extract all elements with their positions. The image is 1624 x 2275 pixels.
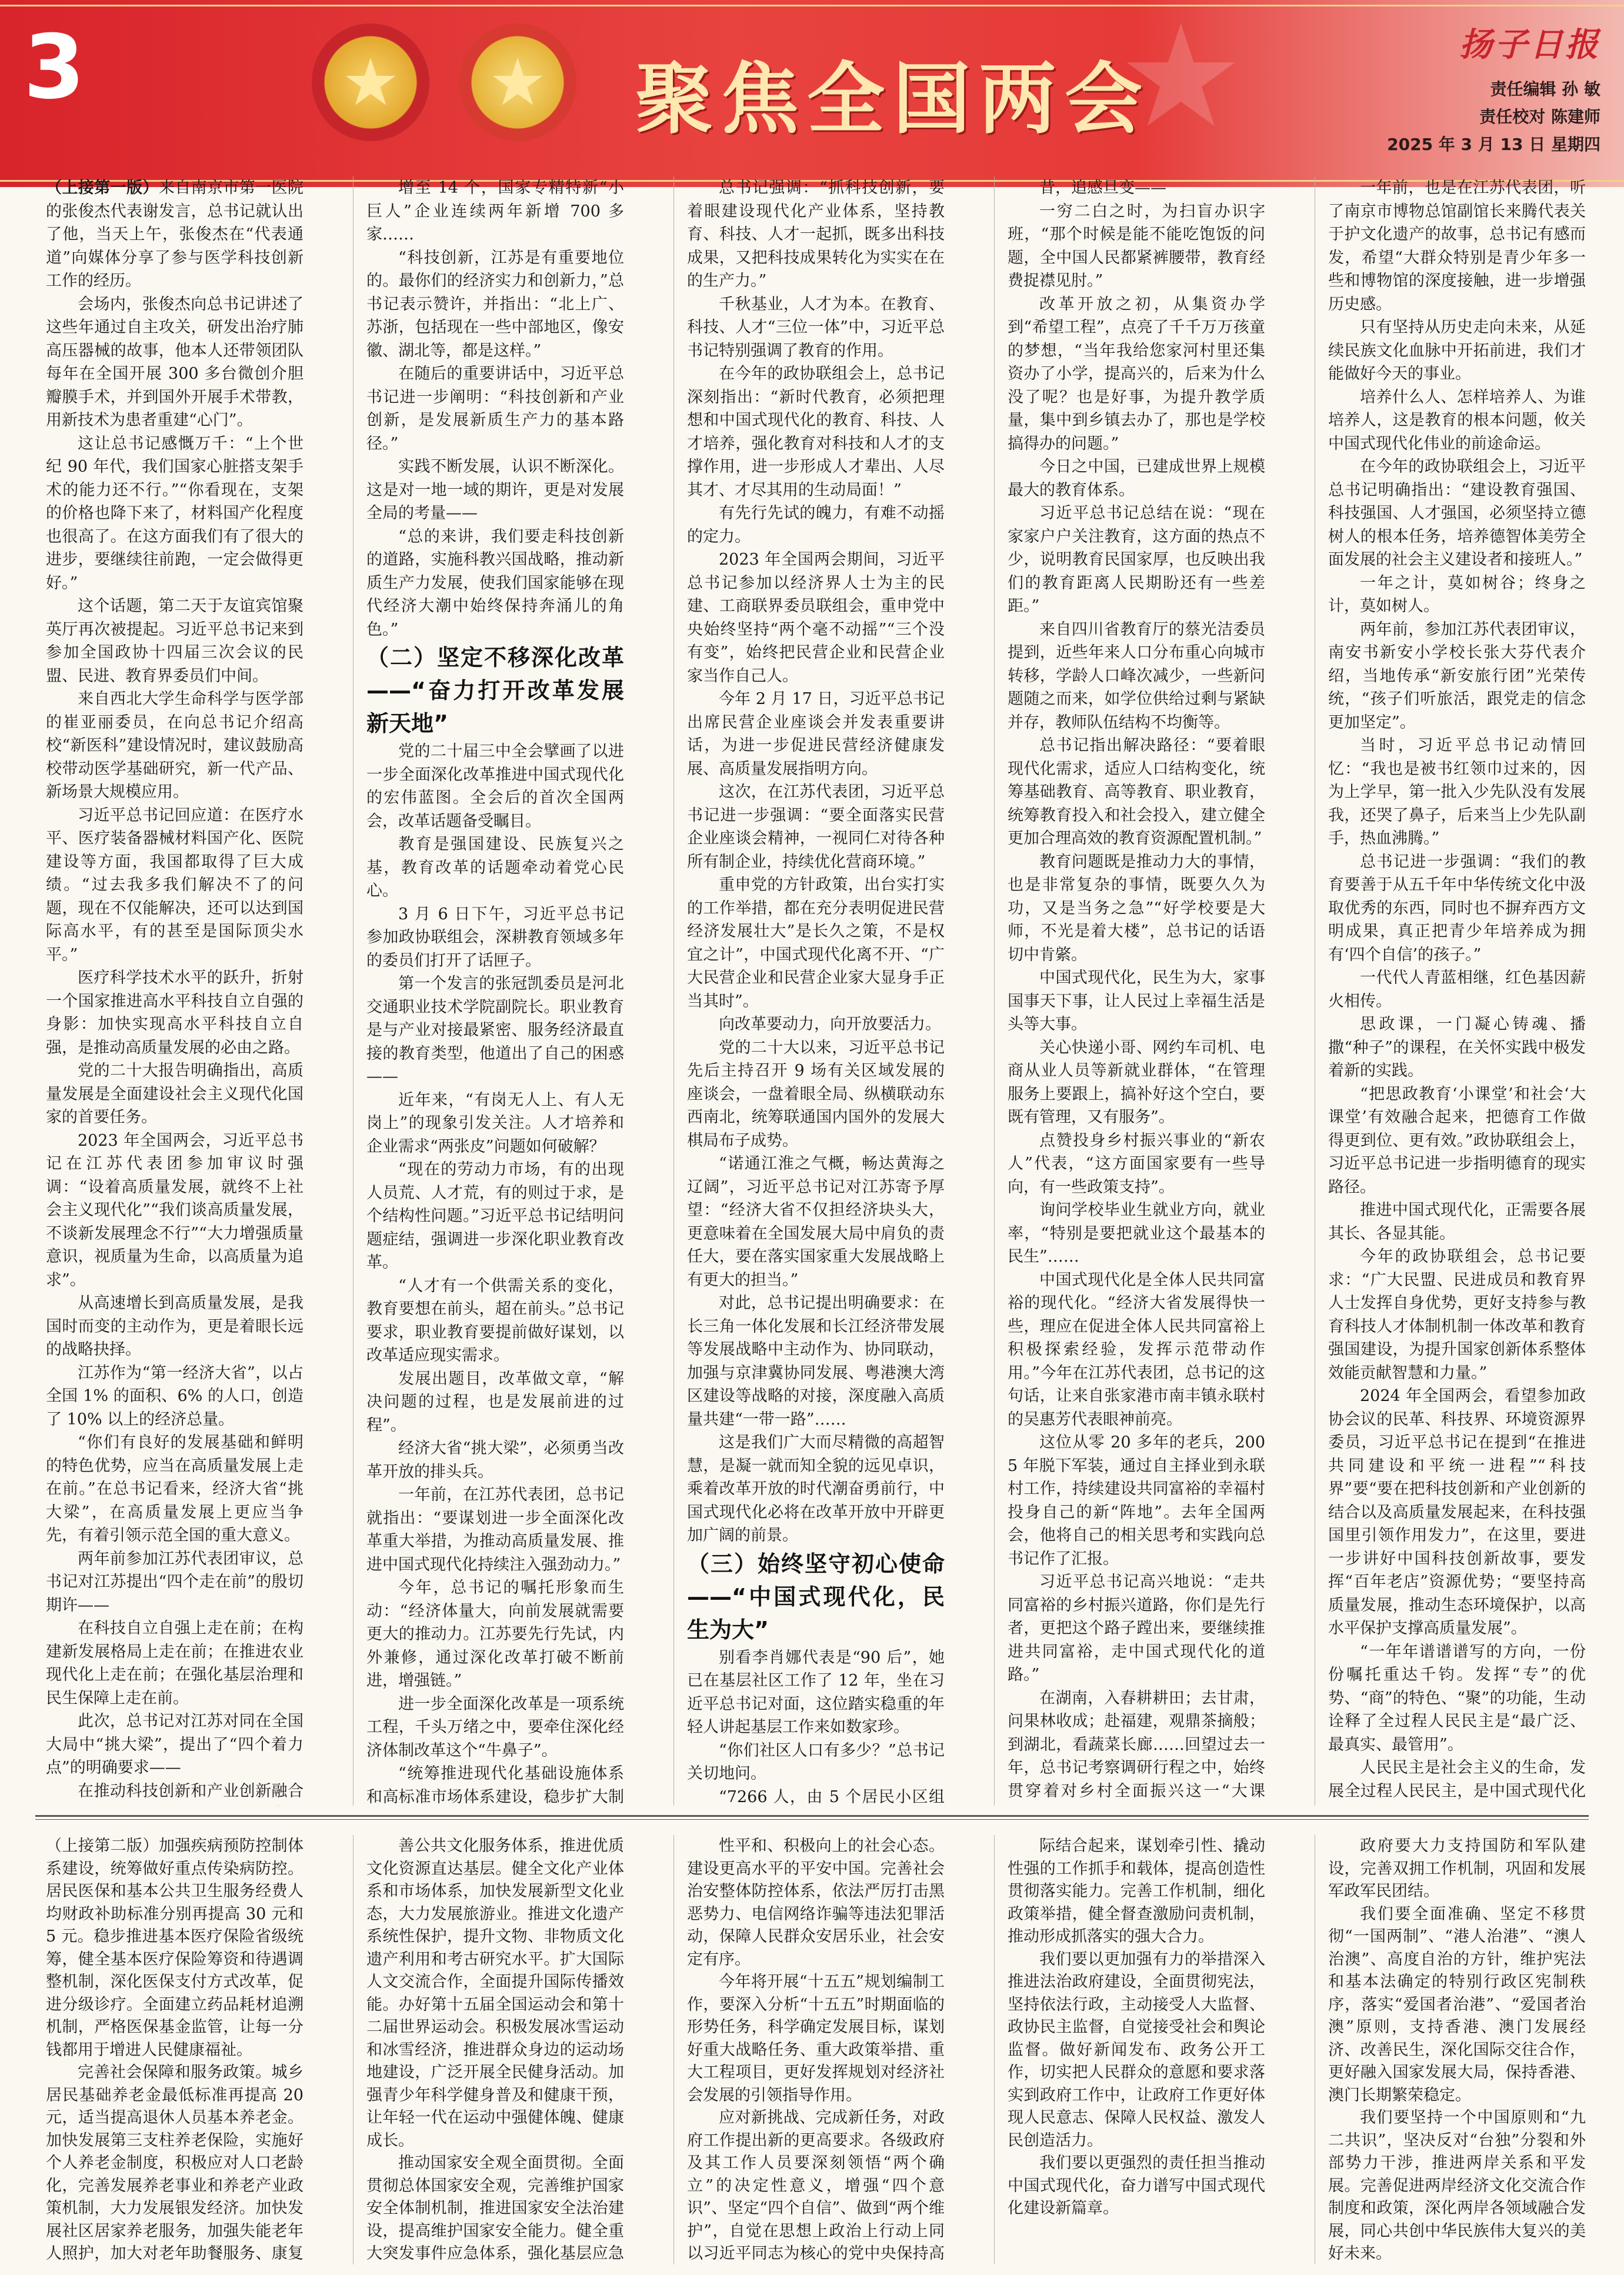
paragraph-text: 总书记强调：“抓科技创新，要着眼建设现代化产业体系，坚持教育、科技、人才一起抓，既多出科技成果，又把科技成果转化为实实在在的生产力。” (687, 179, 945, 290)
paragraph-text: 人民民主是社会主义的生命，发展全过程人民民主，是中国式现代化 (1328, 1759, 1586, 1800)
article-paragraph (1328, 455, 1586, 572)
article-paragraph (1328, 1013, 1586, 1083)
paragraph-text: 推动国家安全观全面贯彻。全面贯彻总体国家安全观，完善维护国家安全体制机制，推进国家安全法治建设，提高维护国家安全能力。健全重大突发事件应急体系，强化基层应急 (366, 2154, 624, 2263)
article-paragraph (1328, 850, 1586, 967)
paragraph-text: 在随后的重要讲话中，习近平总书记进一步阐明：“科技创新和产业创新，是发展新质生产力的基本路径。” (366, 365, 624, 453)
page-title: 聚焦全国两会 (635, 54, 1151, 145)
paragraph-text: 别看李肖娜代表是“90 后”，她已在基层社区工作了 12 年，坐在习近平总书记对面，这位踏实稳重的年轻人讲起基层工作来如数家珍。 (687, 1648, 945, 1736)
article-paragraph (1008, 1129, 1265, 1199)
article-paragraph (1328, 176, 1586, 316)
article-paragraph (366, 362, 624, 455)
article-paragraph (687, 873, 945, 1013)
article-paragraph (46, 595, 304, 688)
paragraph-text: 一穷二白之时，为扫盲办识字班，“那个时候是能不能吃饱饭的问题，全中国人民都紧裤腰带，教育经费捉襟见肘。” (1008, 202, 1265, 290)
paragraph-text: 总书记指出解决路径：“要着眼现代化需求，适应人口结构变化，统筹基础教育、高等教育、职业教育，统筹教育投入和社会投入，建立健全更加合理高效的教育资源配置机制。” (1008, 736, 1265, 848)
article-paragraph (46, 688, 304, 804)
article-paragraph (687, 1646, 945, 1739)
paragraph-text: 来自南京市第一医院的张俊杰代表谢发言，总书记就认出了他，当天上午，张俊杰在“代表通道”向媒体分享了参与医学科技创新工作的经历。 (46, 179, 304, 290)
article-paragraph (1328, 1756, 1586, 1806)
paragraph-text: 总书记进一步强调：“我们的教育要善于从五千年中华传统文化中汲取优秀的东西，同时也不摒弃西方文明成果，真正把青少年培养成为拥有‘四个自信’的孩子。” (1328, 852, 1586, 964)
article-paragraph (366, 1089, 624, 1159)
continued-column (1008, 1835, 1265, 2264)
continued-column (1328, 1835, 1586, 2264)
paragraph-text: 性平和、积极向上的社会心态。建设更高水平的平安中国。完善社会治安整体防控体系，依法严厉打击黑恶势力、电信网络诈骗等违法犯罪活动，保障人民群众安居乐业，社会安定有序。 (687, 1837, 945, 1969)
paragraph-text: “现在的劳动力市场，有的出现人员荒、人才荒，有的则过于求，是个结构性问题。”习近平总书记结明问题症结，强调进一步深化职业教育改革。 (366, 1160, 624, 1272)
article-column (46, 176, 304, 1806)
article-paragraph (1328, 2107, 1586, 2264)
paragraph-text: 一年前，在江苏代表团，总书记就指出：“要谋划进一步全面深化改革重大举措，为推动高质量发展、推进中国式现代化持续注入强劲动力。” (366, 1486, 624, 1574)
column-rule (994, 1835, 995, 2264)
continued-column (687, 1835, 945, 2264)
paragraph-text: 只有坚持从历史走向未来，从延续民族文化血脉中开拓前进，我们才能做好今天的事业。 (1328, 318, 1586, 383)
paragraph-text: 增至 14 个，国家专精特新“小巨人”企业连续两年新增 700 多家…… (366, 179, 624, 243)
article-column (366, 176, 624, 1806)
paragraph-text: 千秋基业，人才为本。在教育、科技、人才“三位一体”中，习近平总书记特别强调了教育的作用。 (687, 295, 945, 360)
paragraph-text: 一代代人青蓝相继，红色基因薪火相传。 (1328, 969, 1586, 1010)
paragraph-text: “人才有一个供需关系的变化，教育要想在前头，超在前头。”总书记要求，职业教育要提前做好谋划，以改革适应现实需求。 (366, 1276, 624, 1365)
article-paragraph (366, 246, 624, 363)
paragraph-text: 习近平总书记回应道：在医疗水平、医疗装备器械材料国产化、医院建设等方面，我国都取得了巨大成绩。“过去我多我们解决不了的问题，现在不仅能解决，还可以达到国际高水平，有的甚至是国际顶尖水平。” (46, 806, 304, 964)
article-paragraph (46, 1780, 304, 1806)
article-paragraph (46, 1835, 304, 2061)
paragraph-text: 向改革要动力，向开放要活力。 (719, 1015, 941, 1033)
paragraph-text: 今年，总书记的嘱托形象而生动：“经济体量大，向前发展就需要更大的推动力。江苏要先行先试，内外兼修，通过深化改革打破不断前进，增强链。” (366, 1579, 624, 1690)
paragraph-text: 我们要全面准确、坚定不移贯彻“一国两制”、“港人治港”、“澳人治澳”、高度自治的方针，维护宪法和基本法确定的特别行政区宪制秩序，落实“爱国者治港”、“爱国者治澳”原则，支持香港、澳门发展经济、改善民生，深化国际交往合作，更好融入国家发展大局，保持香港、澳门长期繁荣稳定。 (1328, 1904, 1586, 2104)
page-number: 3 (24, 16, 85, 119)
article-paragraph (46, 2061, 304, 2264)
paragraph-text: 昔，追感旦变—— (1039, 179, 1166, 197)
article-paragraph (366, 1275, 624, 1367)
page-header (0, 0, 1624, 187)
paragraph-text: 2023 年全国两会，习近平总书记在江苏代表团参加审议时强调：“设着高质量发展，就终不上社会主义现代化”“我们谈高质量发展，不谈新发展理念不行”“大力增强质量意识，视质量为生命，以高质量为追求”。 (46, 1131, 304, 1289)
paragraph-text: 江苏作为“第一经济大省”，以占全国 1% 的面积、6% 的人口，创造了 10% 以上的经济总量。 (46, 1363, 304, 1429)
paragraph-text: 改革开放之初，从集资办学到“希望工程”，点亮了千千万万孩童的梦想，“当年我给您家河村里还集资办了小学，提高兴的，后来为什么没了呢？也是好事，为提升教学质量，集中到乡镇去办了，那也是学校搞得办的问题。” (1008, 295, 1265, 453)
section-subheading: （二）坚定不移深化改革——“奋力打开改革发展新天地” (366, 645, 624, 736)
article-paragraph (687, 1013, 945, 1036)
paragraph-text: 两年前参加江苏代表团审议，总书记对江苏提出“四个走在前”的殷切期许—— (46, 1549, 304, 1614)
paragraph-text: 发展出题目，改革做文章，“解决问题的过程，也是发展前进的过程”。 (366, 1369, 624, 1435)
paragraph-text: 询问学校毕业生就业方向，就业率，“特别是要把就业这个最基本的民生”…… (1008, 1201, 1265, 1266)
article-paragraph (1008, 1949, 1265, 2153)
paragraph-text: 今年的政协联组会，总书记要求：“广大民盟、民进成员和教育界人士发挥自身优势，更好支持参与教育科技人才体制机制一体改革和教育强国建设，为提升国家创新体系整体效能贡献智慧和力量。” (1328, 1247, 1586, 1382)
article-paragraph (687, 1971, 945, 2107)
paragraph-text: 党的二十届三中全会擘画了以进一步全面深化改革推进中国式现代化的宏伟蓝图。全会后的首次全国两会，改革话题备受瞩目。 (366, 742, 624, 830)
paragraph-text: 来自西北大学生命科学与医学部的崔亚丽委员，在向总书记介绍高校“新医科”建设情况时，建议鼓励高校带动医学基础研究，新一代产品、新场景大规模应用。 (46, 690, 304, 801)
paragraph-text: 习近平总书记高兴地说：“走共同富裕的乡村振兴道路，你们是先行者，更把这个路子蹚出来，要继续推进共同富裕，走中国式现代化的道路。” (1008, 1573, 1265, 1684)
paragraph-text: 第一个发言的张冠凯委员是河北交通职业技术学院副院长。职业教育是与产业对接最紧密、服务经济最直接的教育类型，他道出了自己的困惑—— (366, 975, 624, 1086)
paragraph-text: “你们社区人口有多少？”总书记关切地问。 (687, 1741, 945, 1783)
article-paragraph (1008, 850, 1265, 967)
article-paragraph (46, 1547, 304, 1617)
header-stripe (0, 5, 1624, 6)
continued-column (366, 1835, 624, 2264)
article-paragraph (687, 362, 945, 502)
article-paragraph (366, 1158, 624, 1275)
article-paragraph (366, 1576, 624, 1693)
issue-date: 2025 年 3 月 13 日 星期四 (1387, 135, 1600, 154)
article-paragraph (687, 1786, 945, 1806)
paragraph-text: 来自四川省教育厅的蔡光洁委员提到，近些年来人口分布重心向城市转移，学龄人口峰次减少，一些新问题随之而来，如学位供给过剩与紧缺并存，教师队伍结构不均衡等。 (1008, 620, 1265, 732)
article-paragraph (366, 1483, 624, 1576)
article-paragraph (366, 903, 624, 973)
editor-name: 责任编辑 孙 敏 (1490, 79, 1600, 99)
article-paragraph (1328, 386, 1586, 456)
paragraph-text: 2023 年全国两会期间，习近平总书记参加以经济界人士为主的民建、工商联界委员联组会，重申党中央始终坚持“两个毫不动摇”“三个没有变”，始终把民营企业和民营企业家当作自己人。 (687, 551, 945, 685)
continued-column (46, 1835, 304, 2264)
paragraph-text: 2024 年全国两会，看望参加政协会议的民革、科技界、环境资源界委员，习近平总书记在提到“在推进共同建设和平统一进程”“科技界”要“要在把科技创新和产业创新的结合以及高质量发展起来，在科技强国里引领作用发力”，在这里，要进一步讲好中国科技创新故事，要发挥“百年老店”资源优势；“要坚持高质量发展，推动生态环境保护，以高水平保护支撑高质量发展”。 (1328, 1387, 1586, 1637)
paragraph-text: 在推动科技创新和产业创新融合 (78, 1782, 304, 1800)
article-paragraph (1008, 176, 1265, 200)
paragraph-text: 有先行先试的魄力，有难不动摇的定力。 (687, 504, 945, 546)
article-paragraph (46, 1129, 304, 1292)
article-paragraph (46, 293, 304, 432)
article-paragraph (1008, 1835, 1265, 1949)
paragraph-text: 在科技自立自强上走在前；在构建新发展格局上走在前；在推进农业现代化上走在前；在强化基层治理和民生保障上走在前。 (46, 1619, 304, 1707)
paragraph-text: 医疗科学技术水平的跃升，折射一个国家推进高水平科技自立自强的身影：加快实现高水平科技自立自强，是推动高质量发展的必由之路。 (46, 969, 304, 1057)
article-column (1008, 176, 1265, 1806)
paragraph-text: 在湖南，入春耕耕田；去甘肃，问果林收成；赴福建，观鼎茶摘般；到湖北，看蔬菜长廊……回望过去一年，总书记考察调研行程之中，始终贯穿着对乡村全面振兴这一“大课 (1008, 1689, 1265, 1800)
paragraph-text: 在今年的政协联组会上，总书记深刻指出：“新时代教育，必须把理想和中国式现代化的教育、科技、人才培养，强化教育对科技和人才的支撑作用，进一步形成人才辈出、人尽其才、才尽其用的生动局面！” (687, 365, 945, 499)
article-paragraph (687, 1152, 945, 1292)
article-paragraph (687, 1036, 945, 1153)
main-article (46, 176, 1587, 1806)
article-paragraph (1008, 1570, 1265, 1687)
article-paragraph (687, 502, 945, 548)
article-paragraph (1328, 618, 1586, 735)
paragraph-text: 党的二十大以来，习近平总书记先后主持召开 9 场有关区域发展的座谈会，一盘着眼全局、纵横联动东西南北，统筹联通国内国外的发展大棋局布子成势。 (687, 1038, 945, 1150)
paragraph-text: 一年前，也是在江苏代表团，听了南京市博物总馆副馆长来腾代表关于护文化遗产的故事，总书记有感而发，希望“大群众特别是青少年多一些和博物馆的深度接触，进一步增强历史感。 (1328, 179, 1586, 313)
paragraph-text: 一年之计，莫如树谷；终身之计，莫如树人。 (1328, 573, 1586, 615)
article-paragraph (1008, 2152, 1265, 2220)
article-paragraph (366, 1762, 624, 1806)
column-rule (353, 176, 354, 1806)
article-paragraph (366, 525, 624, 642)
article-paragraph (1328, 1199, 1586, 1245)
editor-info (1387, 75, 1600, 158)
article-paragraph (366, 740, 624, 833)
paragraph-text: 今日之中国，已建成世界上规模最大的教育体系。 (1008, 458, 1265, 499)
paragraph-text: 这位从零 20 多年的老兵，2005 年脱下军装，通过自主择业到永联村工作，持续建设共同富裕的幸福村投身自己的新“阵地”。去年全国两会，他将自己的相关思考和实践向总书记作了汇报。 (1008, 1433, 1265, 1568)
article-paragraph (366, 1367, 624, 1437)
paragraph-text: 这是我们广大而尽精微的高超智慧，是凝一就而知全貌的远见卓识，乘着改革开放的时代潮奋勇前行，中国式现代化必将在改革开放中开辟更加广阔的前景。 (687, 1433, 945, 1545)
article-paragraph (687, 780, 945, 873)
paragraph-text: 在今年的政协联组会上，习近平总书记明确指出：“建设教育强国、科技强国、人才强国，必须坚持立德树人的根本任务，培养德智体美劳全面发展的社会主义建设者和接班人。” (1328, 458, 1586, 569)
paragraph-text: 政府要大力支持国防和军队建设，完善双拥工作机制，巩固和发展军政军民团结。 (1328, 1837, 1586, 1900)
paragraph-text: “统筹推进现代化基础设施体系和高标准市场体系建设，稳步扩大制 (366, 1764, 624, 1806)
article-paragraph (1008, 966, 1265, 1036)
article-paragraph (366, 176, 624, 246)
paragraph-text: 从高速增长到高质量发展，是我国时而变的主动作为，更是着眼长远的战略抉择。 (46, 1294, 304, 1359)
continued-article (46, 1835, 1587, 2264)
paragraph-text: 对此，总书记提出明确要求：在长三角一体化发展和长江经济带发展等发展战略中主动作为、协同联动，加强与京津冀协同发展、粤港澳大湾区建设等战略的对接，深度融入高质量共建“一带一路”…… (687, 1294, 945, 1429)
cppcc-emblem-icon: ★ (459, 24, 576, 141)
article-paragraph (687, 548, 945, 688)
article-paragraph (1008, 618, 1265, 735)
continuation-marker: （上接第一版） (46, 179, 159, 197)
article-paragraph (1008, 200, 1265, 293)
article-paragraph (687, 1292, 945, 1431)
paragraph-text: 今年将开展“十五五”规划编制工作，要深入分析“十五五”时期面临的形势任务，科学确定发展目标，谋划好重大战略任务、重大政策举措、重大工程项目，更好发挥规划对经济社会发展的引领指导作用。 (687, 1973, 945, 2104)
paragraph-text: 会场内，张俊杰向总书记讲述了这些年通过自主攻关，研发出治疗肺高压器械的故事，他本人还带领团队每年在全国开展 300 多台微创介胆瓣膜手术，并到国外开展手术带教，用新技术为患者重建“心门”。 (46, 295, 304, 429)
article-paragraph (1328, 1640, 1586, 1757)
paragraph-text: “7266 人，由 5 个居民小区组 (719, 1787, 945, 1806)
paragraph-text: 教育是强国建设、民族复兴之基，教育改革的话题牵动着党心民心。 (366, 835, 624, 900)
paragraph-text: 中国式现代化是全体人民共同富裕的现代化。“经济大省发展得快一些，理应在促进全体人民共同富裕上积极探索经验，发挥示范带动作用。”今年在江苏代表团，总书记的这句话，让来自张家港市南丰镇永联村的吴惠芳代表眼神前亮。 (1008, 1270, 1265, 1429)
article-paragraph (1008, 1269, 1265, 1432)
paragraph-text: “把思政教育‘小课堂’和社会‘大课堂’有效融合起来，把德育工作做得更到位、更有效。”政协联组会上，习近平总书记进一步指明德育的现实路径。 (1328, 1085, 1586, 1196)
article-paragraph (1328, 572, 1586, 618)
paragraph-text: “诺通江淮之气概，畅达黄海之辽阔”，习近平总书记对江苏寄予厚望：“经济大省不仅担经济块头大，更意味着在全国发展大局中肩负的责任大，要在落实国家重大发展战略上有更大的担当。” (687, 1155, 945, 1289)
paragraph-text: 今年 2 月 17 日，习近平总书记出席民营企业座谈会并发表重要讲话，为进一步促进民营经济健康发展、高质量发展指明方向。 (687, 690, 945, 778)
article-paragraph (46, 1431, 304, 1547)
article-paragraph (1008, 1199, 1265, 1269)
article-paragraph (1328, 1245, 1586, 1385)
paragraph-text: 两年前，参加江苏代表团审议，南安书新安小学校长张大芬代表介绍，当地传承“新安旅行团”光荣传统，“孩子们听旅活，跟党走的信念更加坚定”。 (1328, 620, 1586, 732)
article-paragraph (366, 972, 624, 1089)
article-paragraph (1328, 966, 1586, 1013)
article-paragraph (46, 432, 304, 595)
national-emblem-icon: ★ (312, 24, 429, 141)
paragraph-text: 我们要以更强烈的责任担当推动中国式现代化，奋力谱写中国式现代化建设新篇章。 (1008, 2154, 1265, 2217)
paragraph-text: 中国式现代化，民生为大，家事国事天下事，让人民过上幸福生活是头等大事。 (1008, 969, 1265, 1033)
paragraph-text: 习近平总书记总结在说：“现在家家户户关注教育，这方面的热点不少，说明教育民国家厚，也反映出我们的教育距离人民期盼还有一些差距。” (1008, 504, 1265, 615)
article-paragraph (687, 176, 945, 293)
paragraph-text: 教育问题既是推动力大的事情，也是非常复杂的事情，既要久久为功，又是当务之急”“好学校要是大师，不光是着大楼”，总书记的话语切中肯綮。 (1008, 852, 1265, 964)
paragraph-text: “一年年谱谱谱写的方向，一份份嘱托重达千钧。发挥“专”的优势、“商”的特色、“聚”的功能，生动诠释了全过程人民民主是“最广泛、最真实、最管用”。 (1328, 1642, 1586, 1754)
article-paragraph (46, 1362, 304, 1432)
article-paragraph (1008, 293, 1265, 456)
section-divider (35, 1819, 1589, 1820)
article-paragraph (46, 1059, 304, 1129)
article-paragraph (1328, 734, 1586, 850)
paragraph-text: 应对新挑战、完成新任务，对政府工作提出新的更高要求。各级政府及其工作人员要深刻领悟“两个确立”的决定性意义，增强“四个意识”、坚定“四个自信”、做到“两个维护”，自觉在思想上政治上行动上同以习近平同志为核心的党中央保持高 (687, 2109, 945, 2263)
article-paragraph (687, 2107, 945, 2264)
paragraph-text: 此次，总书记对江苏对同在全国大局中“挑大梁”，提出了“四个着力点”的明确要求—— (46, 1712, 304, 1777)
article-paragraph (1008, 455, 1265, 502)
article-paragraph (46, 966, 304, 1059)
paragraph-text: 当时，习近平总书记动情回忆：“我也是被书红领巾过来的，因为上学早，第一批入少先队没有发展我，还哭了鼻子，后来当上少先队副手，热血沸腾。” (1328, 736, 1586, 848)
article-paragraph (687, 1431, 945, 1547)
article-paragraph (46, 176, 304, 293)
paragraph-text: 3 月 6 日下午，习近平总书记参加政协联组会，深耕教育领域多年的委员们打开了话匣子。 (366, 905, 624, 970)
article-paragraph (366, 1693, 624, 1763)
paragraph-text: 党的二十大报告明确指出，高质量发展是全面建设社会主义现代化国家的首要任务。 (46, 1062, 304, 1126)
article-paragraph (687, 293, 945, 363)
paragraph-text: 善公共文化服务体系，推进优质文化资源直达基层。健全文化产业体系和市场体系，加快发展新型文化业态，大力发展旅游业。推进文化遗产系统性保护，提升文物、非物质文化遗产利用和考古研究水平。扩大国际人文交流合作，全面提升国际传播效能。办好第十五届全国运动会和第十二届世界运动会。积极发展冰雪运动和冰雪经济，推进群众身边的运动场地建设，广泛开展全民健身活动。加强青少年科学健身普及和健康干预，让年轻一代在运动中强健体魄、健康成长。 (366, 1837, 624, 2150)
newspaper-logo: 扬子日报 (1459, 25, 1600, 64)
paragraph-text: 近年来，“有岗无人上、有人无岗上”的现象引发关注。人才培养和企业需求“两张皮”问题如何破解？ (366, 1090, 624, 1156)
paragraph-text: 经济大省“挑大梁”，必须勇当改革开放的排头兵。 (366, 1439, 624, 1481)
article-paragraph (687, 1835, 945, 1971)
paragraph-text: 加强疾病预防控制体系建设，统筹做好重点传染病防控。居民医保和基本公共卫生服务经费人均财政补助标准分别再提高 30 元和 5 元。稳步推进基本医疗保险省级统筹，健全基本医疗保险筹资和待遇调整机制，深化医保支付方式改革，促进分级诊疗。全面建立药品耗材追溯机制，严格医保基金监管，让每一分钱都用于增进人民健康福祉。 (46, 1837, 304, 2059)
star-decoration-icon: ★ (1118, 0, 1245, 159)
article-paragraph (46, 1292, 304, 1362)
article-paragraph (687, 1739, 945, 1786)
paragraph-text: 思政课，一门凝心铸魂、播撒“种子”的课程，在关怀实践中极发着新的实践。 (1328, 1015, 1586, 1080)
article-paragraph (1328, 1385, 1586, 1640)
article-paragraph (1008, 734, 1265, 850)
article-paragraph (366, 455, 624, 525)
paragraph-text: 这让总书记感慨万千：“上个世纪 90 年代，我们国家心脏搭支架手术的能力还不行。”“你看现在，支架的价格也降下来了，材料国产化程度也很高了。在这方面我们有了很大的进步，要继续往前跑，一定会做得更好。” (46, 434, 304, 592)
article-paragraph (366, 1437, 624, 1483)
column-rule (673, 176, 674, 1806)
article-paragraph (1328, 1903, 1586, 2107)
article-paragraph (366, 2152, 624, 2264)
paragraph-text: 培养什么人、怎样培养人、为谁培养人，这是教育的根本问题，攸关中国式现代化伟业的前途命运。 (1328, 388, 1586, 453)
paragraph-text: “总的来讲，我们要走科技创新的道路，实施科教兴国战略，推动新质生产力发展，使我们国家能够在现代经济大潮中始终保持奔涌儿的角色。” (366, 527, 624, 639)
paragraph-text: 重申党的方针政策，出台实打实的工作举措，都在充分表明促进民营经济发展壮大”是长久之策，不是权宜之计”，中国式现代化离不开、“广大民营企业和民营企业家大显身手正当其时”。 (687, 876, 945, 1010)
paragraph-text: “科技创新，江苏是有重要地位的。最你们的经济实力和创新力，”总书记表示赞许，并指出：“北上广、苏浙，包括现在一些中部地区，像安徽、湖北等，都是这样。” (366, 248, 624, 360)
paragraph-text: 点赞投身乡村振兴事业的“新农人”代表，“这方面国家要有一些导向，有一些政策支持”。 (1008, 1131, 1265, 1196)
article-paragraph (46, 804, 304, 967)
article-paragraph (1008, 1687, 1265, 1806)
column-rule (994, 176, 995, 1806)
article-column (1328, 176, 1586, 1806)
proofreader-name: 责任校对 陈建师 (1479, 107, 1600, 126)
article-paragraph (46, 1710, 304, 1780)
paragraph-text: 完善社会保障和服务政策。城乡居民基础养老金最低标准再提高 20 元，适当提高退休人员基本养老金。加快发展第三支柱养老保险，实施好个人养老金制度，积极应对人口老龄化，完善发展养老事业和养老产业政策机制，大力发展银发经济。加快发展社区居家养老服务，加强失能老年人照护，加大对老年助餐服务、康复 (46, 2063, 304, 2263)
column-rule (673, 1835, 674, 2264)
article-paragraph (1008, 502, 1265, 618)
article-paragraph (46, 1617, 304, 1710)
paragraph-text: 关心快递小哥、网约车司机、电商从业人员等新就业群体，“在管理服务上要跟上，搞补好这个空白，要既有管理，又有服务”。 (1008, 1038, 1265, 1126)
paragraph-text: “你们有良好的发展基础和鲜明的特色优势，应当在高质量发展上走在前。”在总书记看来，经济大省“挑大梁”，在高质量发展上更应当争先，有着引领示范全国的重大意义。 (46, 1433, 304, 1545)
paragraph-text: 实践不断发展，认识不断深化。这是对一地一域的期许，更是对发展全局的考量—— (366, 458, 624, 522)
article-column (687, 176, 945, 1806)
article-paragraph (1328, 316, 1586, 386)
section-divider (35, 1815, 1589, 1817)
article-paragraph (687, 688, 945, 780)
article-paragraph (1328, 1083, 1586, 1199)
article-paragraph (1008, 1036, 1265, 1129)
paragraph-text: 我们要以更加强有力的举措深入推进法治政府建设，全面贯彻宪法，坚持依法行政，主动接受人大监督、政协民主监督，自觉接受社会和舆论监督。做好新闻发布、政务公开工作，切实把人民群众的意愿和要求落实到政府工作中，让政府工作更好体现人民意志、保障人民权益、激发人民创造活力。 (1008, 1950, 1265, 2150)
continuation-marker: （上接第二版） (46, 1837, 159, 1855)
article-paragraph (1008, 1431, 1265, 1570)
article-paragraph (1328, 1835, 1586, 1903)
paragraph-text: 推进中国式现代化，正需要各展其长、各显其能。 (1328, 1201, 1586, 1243)
section-subheading: （三）始终坚守初心使命——“中国式现代化，民生为大” (687, 1550, 945, 1643)
paragraph-text: 我们要坚持一个中国原则和“九二共识”，坚决反对“台独”分裂和外部势力干涉，推进两岸关系和平发展。完善促进两岸经济文化交流合作制度和政策，深化两岸各领域融合发展，同心共创中华民族伟大复兴的美好未来。 (1328, 2109, 1586, 2263)
column-rule (353, 1835, 354, 2264)
paragraph-text: 进一步全面深化改革是一项系统工程，千头万绪之中，要牵住深化经济体制改革这个“牛鼻子”。 (366, 1694, 624, 1760)
paragraph-text: 际结合起来，谋划牵引性、撬动性强的工作抓手和载体，提高创造性贯彻落实能力。完善工作机制，细化政策举措，健全督查激励问责机制，推动形成抓落实的强大合力。 (1008, 1837, 1265, 1946)
article-paragraph (366, 1835, 624, 2152)
article-paragraph (366, 833, 624, 903)
paragraph-text: 这个话题，第二天于友谊宾馆聚英厅再次被提起。习近平总书记来到参加全国政协十四届三次会议的民盟、民进、教育界委员们中间。 (46, 597, 304, 685)
paragraph-text: 这次，在江苏代表团，习近平总书记进一步强调：“要全面落实民营企业座谈会精神，一视同仁对待各种所有制企业，持续优化营商环境。” (687, 783, 945, 871)
